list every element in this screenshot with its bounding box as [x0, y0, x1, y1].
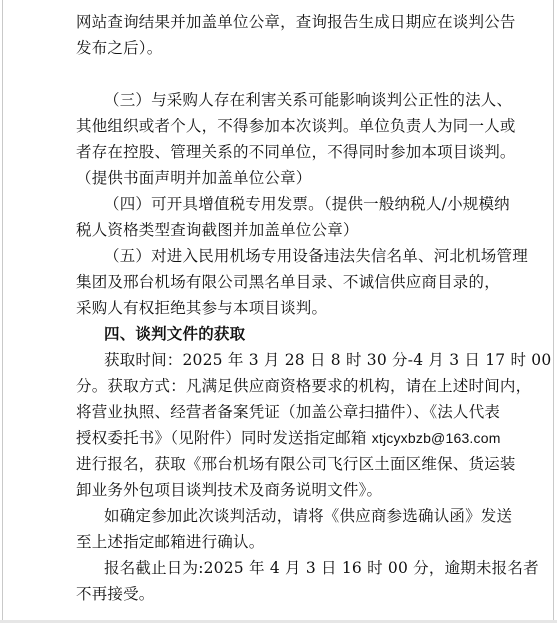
text-line: （四）可开具增值税专用发票。（提供一般纳税人/小规模纳: [104, 195, 510, 213]
section-heading: 四、谈判文件的获取: [104, 324, 246, 343]
text-line: 如确定参加此次谈判活动，请将《供应商参选确认函》发送: [104, 507, 513, 525]
text-line: 集团及邢台机场有限公司黑名单目录、不诚信供应商目录的，: [76, 273, 500, 291]
text-line: （五）对进入民用机场专用设备违法失信名单、河北机场管理: [104, 247, 528, 265]
text-line: 网站查询结果并加盖单位公章，查询报告生成日期应在谈判公告: [76, 13, 516, 31]
text-line: [76, 428, 501, 448]
text-line: 至上述指定邮箱进行确认。: [76, 533, 265, 551]
text-line: 税人资格类型查询截图并加盖单位公章）: [76, 221, 359, 239]
email-address: xtjcyxbzb@163.com: [371, 430, 501, 446]
text-line: 将营业执照、经营者备案凭证（加盖公章扫描件）、《法人代表: [76, 403, 501, 421]
text-line: 报名截止日为:2025 年 4 月 3 日 16 时 00 分，逾期未报名者: [104, 559, 539, 577]
text-line: 其他组织或者个人，不得参加本次谈判。单位负责人为同一人或: [76, 117, 516, 135]
text-segment: 授权委托书》（见附件）同时发送指定邮箱: [76, 429, 372, 447]
text-line: 卸业务外包项目谈判技术及商务说明文件》。: [76, 481, 383, 499]
text-line: 不再接受。: [76, 585, 155, 603]
text-line: 者存在控股、管理关系的不同单位，不得同时参加本项目谈判。: [76, 143, 516, 161]
text-line: （提供书面声明并加盖单位公章）: [76, 169, 312, 187]
text-line: 进行报名，获取《邢台机场有限公司飞行区土面区维保、货运装: [76, 455, 516, 473]
text-line: （三）与采购人存在利害关系可能影响谈判公正性的法人、: [104, 91, 513, 109]
text-line: 发布之后）。: [76, 39, 163, 57]
text-line: 分。获取方式：凡满足供应商资格要求的机构，请在上述时间内，: [76, 377, 532, 395]
text-line: 获取时间：2025 年 3 月 28 日 8 时 30 分-4 月 3 日 17 时 00: [104, 351, 552, 369]
text-line: 采购人有权拒绝其参与本项目谈判。: [76, 299, 328, 317]
